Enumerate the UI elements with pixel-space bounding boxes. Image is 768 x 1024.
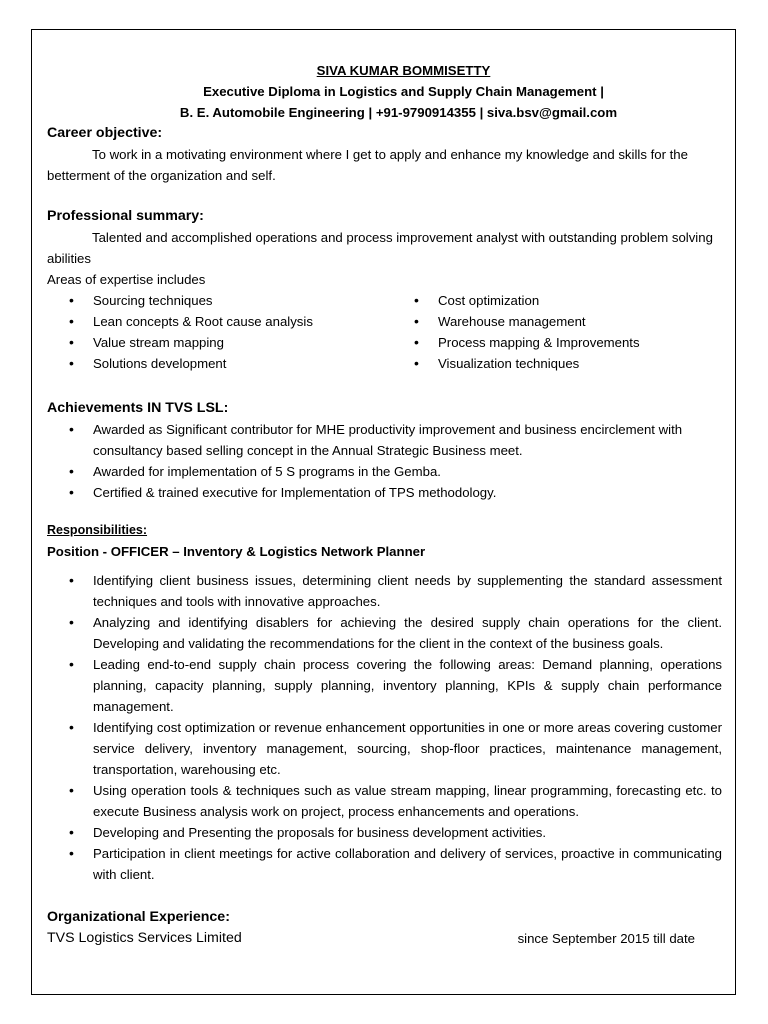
responsibilities-list <box>47 570 722 885</box>
expertise-item: • Solutions development <box>47 353 392 374</box>
responsibility-item: • Identifying client business issues, determining client needs by supplementing the standard assessment techniques and tools with innovative approaches. <box>47 570 722 612</box>
responsibility-item: • Using operation tools & techniques such as value stream mapping, linear programming, forecasting etc. to execute Business analysis work on project, process enhancements and operations. <box>47 780 722 822</box>
header-contact: B. E. Automobile Engineering | +91-9790914355 | siva.bsv@gmail.com <box>179 105 618 120</box>
areas-label: Areas of expertise includes <box>47 272 206 287</box>
expertise-item: • Value stream mapping <box>47 332 392 353</box>
candidate-name: SIVA KUMAR BOMMISETTY <box>316 63 491 78</box>
expertise-item: • Warehouse management <box>392 311 722 332</box>
achievements-list <box>47 419 722 503</box>
responsibility-item: • Leading end-to-end supply chain process covering the following areas: Demand planning, operations planning, capacity planning, supply planning, inventory planning, KPIs & supply chain performance management. <box>47 654 722 717</box>
responsibility-item: • Participation in client meetings for active collaboration and delivery of services, proactive in communicating with client. <box>47 843 722 885</box>
expertise-item: • Visualization techniques <box>392 353 722 374</box>
company-name: TVS Logistics Services Limited <box>47 930 242 946</box>
expertise-item: • Sourcing techniques <box>47 290 392 311</box>
expertise-list <box>47 290 722 374</box>
responsibility-item: • Identifying cost optimization or revenue enhancement opportunities in one or more areas covering customer service delivery, inventory management, sourcing, shop-floor practices, maintenance management, transportation, warehousing etc. <box>47 717 722 780</box>
resume-page <box>31 29 736 995</box>
achievement-item: • Awarded as Significant contributor for MHE productivity improvement and business encirclement with consultancy based selling concept in the Annual Strategic Business meet. <box>47 419 722 461</box>
resume-header <box>47 60 722 123</box>
summary-text: Talented and accomplished operations and process improvement analyst with outstanding problem solving abilities <box>47 230 713 266</box>
career-heading: Career objective: <box>47 125 163 141</box>
header-qualification: Executive Diploma in Logistics and Supply Chain Management | <box>203 84 604 99</box>
expertise-item: • Lean concepts & Root cause analysis <box>47 311 392 332</box>
experience-row <box>47 928 722 949</box>
expertise-item: • Cost optimization <box>392 290 722 311</box>
responsibility-item: • Analyzing and identifying disablers for achieving the desired supply chain operations for the client. Developing and validating the recommendations for the client in the context of the business goals. <box>47 612 722 654</box>
resume-content <box>47 60 722 949</box>
experience-heading: Organizational Experience: <box>47 909 230 925</box>
achievement-item: • Certified & trained executive for Implementation of TPS methodology. <box>47 482 722 503</box>
employment-period: since September 2015 till date <box>517 931 695 946</box>
position-title: Position - OFFICER – Inventory & Logistics Network Planner <box>47 544 426 559</box>
responsibilities-label: Responsibilities: <box>47 523 148 537</box>
expertise-column-1 <box>47 290 392 374</box>
expertise-item: • Process mapping & Improvements <box>392 332 722 353</box>
achievements-heading: Achievements IN TVS LSL: <box>47 400 229 416</box>
expertise-column-2 <box>392 290 722 374</box>
summary-heading: Professional summary: <box>47 208 204 224</box>
responsibility-item: • Developing and Presenting the proposals for business development activities. <box>47 822 722 843</box>
achievement-item: • Awarded for implementation of 5 S programs in the Gemba. <box>47 461 722 482</box>
career-text: To work in a motivating environment where I get to apply and enhance my knowledge and skills for the betterment of the organization and self. <box>47 147 688 183</box>
